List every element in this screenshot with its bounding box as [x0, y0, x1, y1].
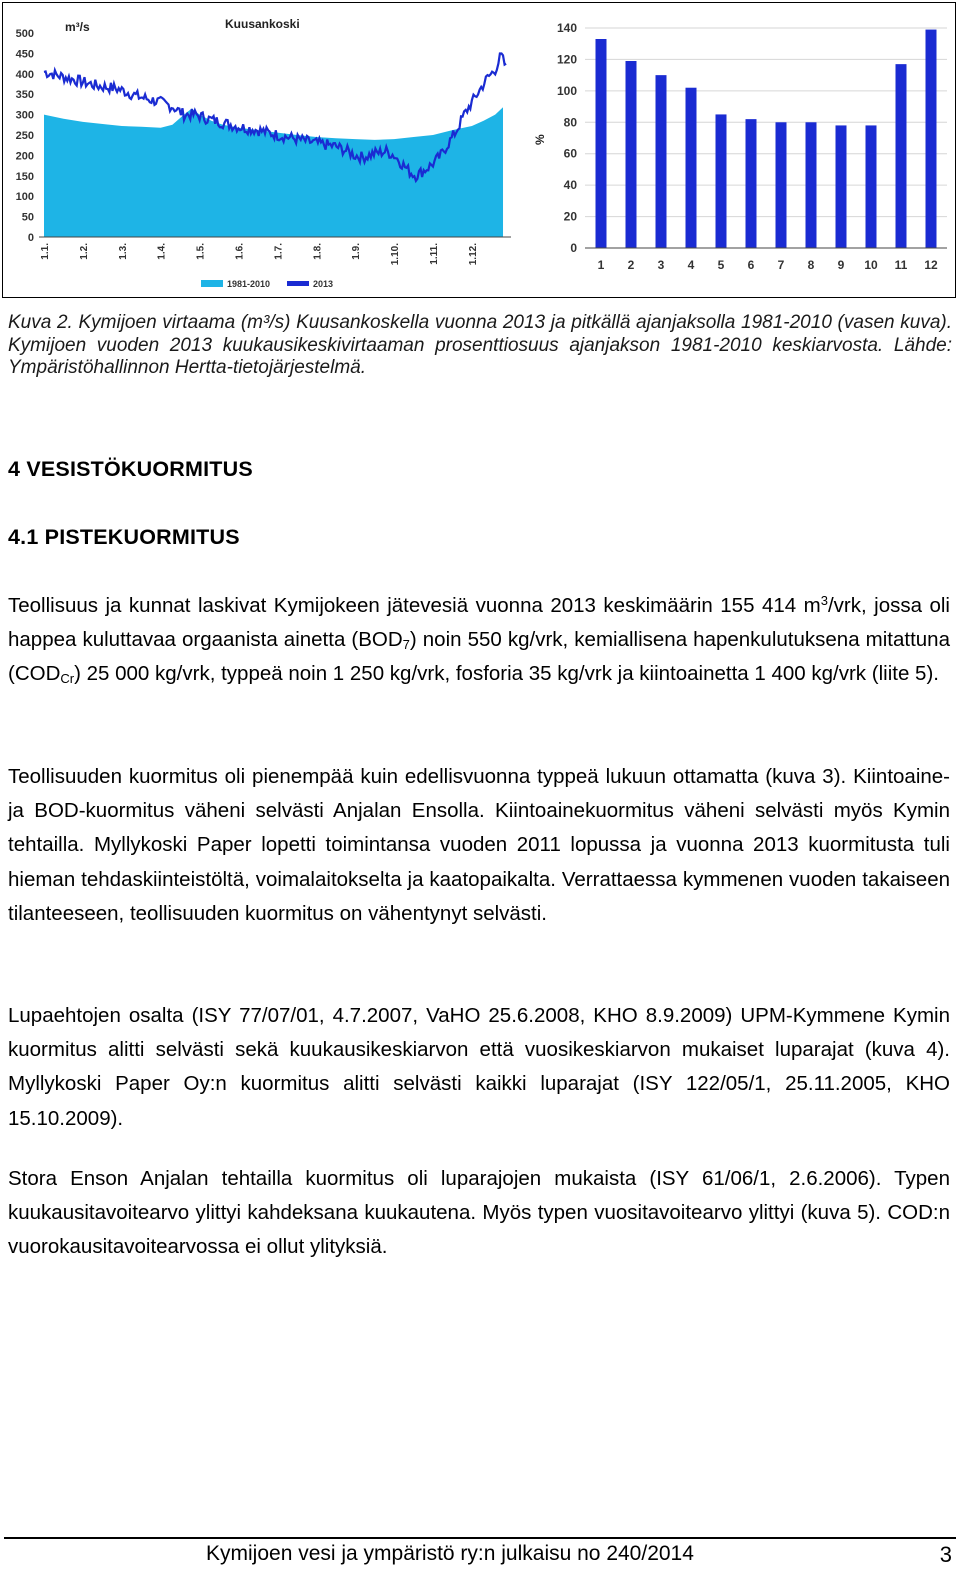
- flow-y-tick-label: 150: [15, 170, 34, 183]
- bar-month-8: [806, 122, 817, 248]
- paragraph-1-sub-cod: Cr: [60, 671, 75, 687]
- flow-x-tick-label: 1.1.: [40, 243, 51, 260]
- paragraph-1-sup: 3: [820, 593, 828, 608]
- flow-chart-title: Kuusankoski: [225, 17, 300, 31]
- flow-1981-2010-area: [44, 107, 503, 237]
- bar-x-tick-label: 7: [777, 258, 785, 272]
- figure-frame: [2, 2, 956, 298]
- figure-caption: Kuva 2. Kymijoen virtaama (m³/s) Kuusankoskella vuonna 2013 ja pitkällä ajanjaksolla 1981-2010 (vasen kuva). Kymijoen vuoden 2013 kuukausikeskivirtaaman prosenttiosuus ajanjakson 1981-2010 keskiarvosta. Lähde: Ympäristöhallinnon Hertta-tietojärjestelmä.: [8, 312, 952, 378]
- subsection-heading: 4.1 PISTEKUORMITUS: [8, 525, 240, 549]
- flow-y-tick-label: 200: [15, 150, 34, 163]
- flow-x-tick-label: 1.12.: [467, 243, 479, 266]
- section-heading: 4 VESISTÖKUORMITUS: [8, 457, 253, 481]
- flow-y-tick-label: 0: [27, 232, 34, 244]
- bar-x-tick-label: 6: [747, 258, 755, 272]
- flow-x-tick-label: 1.7.: [273, 243, 285, 260]
- legend-swatch-area: [201, 280, 223, 287]
- flow-y-tick-label: 100: [15, 191, 34, 204]
- bar-y-tick-label: 80: [563, 115, 577, 130]
- paragraph-1-text-d: ) 25 000 kg/vrk, typpeä noin 1 250 kg/vrk, fosforia 35 kg/vrk ja kiintoainetta 1 400 kg/vrk (liite 5).: [74, 662, 939, 686]
- bar-y-tick-label: 140: [556, 21, 577, 35]
- page-number: 3: [939, 1542, 952, 1567]
- paragraph-2: Teollisuuden kuormitus oli pienempää kuin edellisvuonna typpeä lukuun ottamatta (kuva 3). Kiintoaine- ja BOD-kuormitus väheni selvästi Anjalan Ensolla. Kiintoainekuormitus väheni selvästi myös Kymin tehtailla. Myllykoski Paper lopetti toimintansa vuoden 2011 lopussa ja vuonna 2013 kuormitusta tuli hieman tehdaskiinteistöltä, voimalaitokselta ja kaatopaikalta. Verrattaessa kymmenen vuoden takaiseen tilanteeseen, teollisuuden kuormitus on vähentynyt selvästi.: [8, 765, 950, 925]
- bar-month-7: [776, 122, 787, 248]
- flow-x-tick-label: 1.11.: [429, 243, 440, 265]
- paragraph-1: [8, 589, 950, 692]
- bar-month-11: [896, 64, 907, 248]
- bar-x-tick-label: 10: [864, 258, 878, 272]
- bar-y-tick-label: 60: [563, 146, 577, 161]
- flow-y-tick-label: 400: [15, 68, 34, 81]
- bar-month-6: [746, 119, 757, 248]
- flow-x-tick-label: 1.9.: [351, 243, 363, 260]
- flow-x-tick-label: 1.2.: [78, 243, 90, 260]
- bar-month-3: [656, 75, 667, 248]
- bar-x-tick-label: 8: [807, 258, 815, 272]
- bar-month-10: [866, 125, 877, 248]
- flow-y-tick-label: 250: [15, 130, 34, 142]
- flow-y-tick-label: 450: [15, 48, 34, 61]
- paragraph-1-text-c: ) noin 550 kg/vrk, kemiallisena hapenkulutuksena mitattuna (COD: [8, 628, 950, 686]
- flow-x-tick-label: 1.3.: [117, 243, 129, 260]
- bar-month-5: [716, 114, 727, 248]
- paragraph-1-sub-bod: 7: [402, 637, 410, 653]
- flow-y-tick-label: 300: [15, 109, 34, 122]
- bar-month-4: [686, 88, 697, 248]
- flow-y-tick-label: 500: [15, 28, 34, 40]
- legend-label-line: 2013: [313, 279, 334, 289]
- bar-month-2: [626, 61, 637, 248]
- paragraph-4: Stora Enson Anjalan tehtailla kuormitus oli luparajojen mukaista (ISY 61/06/1, 2.6.2006). Typen kuukausitavoitearvo ylittyi kahdeksana kuukautena. Myös typen vuositavoitearvo ylittyi (kuva 5). COD:n vuorokausitavoitearvossa ei ollut ylityksiä.: [8, 1167, 950, 1259]
- bar-x-tick-label: 4: [687, 258, 695, 272]
- bar-x-tick-label: 12: [924, 258, 938, 272]
- bar-y-tick-label: 120: [556, 52, 577, 67]
- bar-chart-ylabel: %: [533, 134, 547, 145]
- bar-x-tick-label: 9: [837, 258, 845, 272]
- figure-svg: [3, 3, 955, 297]
- bar-x-tick-label: 1: [597, 258, 605, 272]
- flow-y-tick-label: 350: [15, 89, 34, 102]
- flow-chart: [16, 17, 511, 289]
- flow-x-tick-label: 1.10.: [390, 243, 402, 266]
- bar-y-tick-label: 20: [563, 209, 577, 224]
- paragraph-1-text-b: /vrk, jossa oli happea kuluttavaa orgaanista ainetta (BOD: [8, 594, 950, 652]
- bar-x-tick-label: 11: [894, 258, 908, 272]
- bar-month-1: [596, 39, 607, 248]
- flow-x-tick-label: 1.5.: [195, 243, 207, 260]
- bar-x-tick-label: 3: [657, 258, 665, 272]
- flow-x-tick-label: 1.4.: [156, 243, 168, 260]
- bar-month-9: [836, 125, 847, 248]
- bar-y-tick-label: 100: [556, 83, 577, 98]
- flow-x-tick-label: 1.8.: [312, 243, 324, 260]
- footer-rule: [4, 1537, 956, 1539]
- legend-label-area: 1981-2010: [227, 279, 271, 289]
- paragraph-3: Lupaehtojen osalta (ISY 77/07/01, 4.7.2007, VaHO 25.6.2008, KHO 8.9.2009) UPM-Kymmene Kymin kuormitus alitti selvästi sekä kuukausikeskiarvon että vuosikeskiarvon mukaiset luparajat (kuva 4). Myllykoski Paper Oy:n kuormitus alitti selvästi kaikki luparajat (ISY 122/05/1, 25.11.2005, KHO 15.10.2009).: [8, 1004, 950, 1130]
- bar-y-tick-label: 0: [570, 241, 577, 255]
- flow-x-tick-label: 1.6.: [234, 243, 246, 260]
- bar-month-12: [926, 30, 937, 248]
- legend-swatch-line: [287, 281, 309, 286]
- flow-y-tick-label: 50: [21, 211, 34, 224]
- footer-publication: Kymijoen vesi ja ympäristö ry:n julkaisu no 240/2014: [206, 1542, 694, 1565]
- paragraph-1-text-a: Teollisuus ja kunnat laskivat Kymijokeen jätevesiä vuonna 2013 keskimäärin 155 414 m: [8, 594, 821, 617]
- percent-bar-chart: [533, 21, 947, 272]
- bar-x-tick-label: 2: [627, 258, 635, 272]
- bar-x-tick-label: 5: [717, 258, 725, 272]
- flow-chart-legend: [201, 279, 333, 289]
- bar-y-tick-label: 40: [563, 178, 577, 193]
- flow-chart-unit: m³/s: [65, 20, 90, 34]
